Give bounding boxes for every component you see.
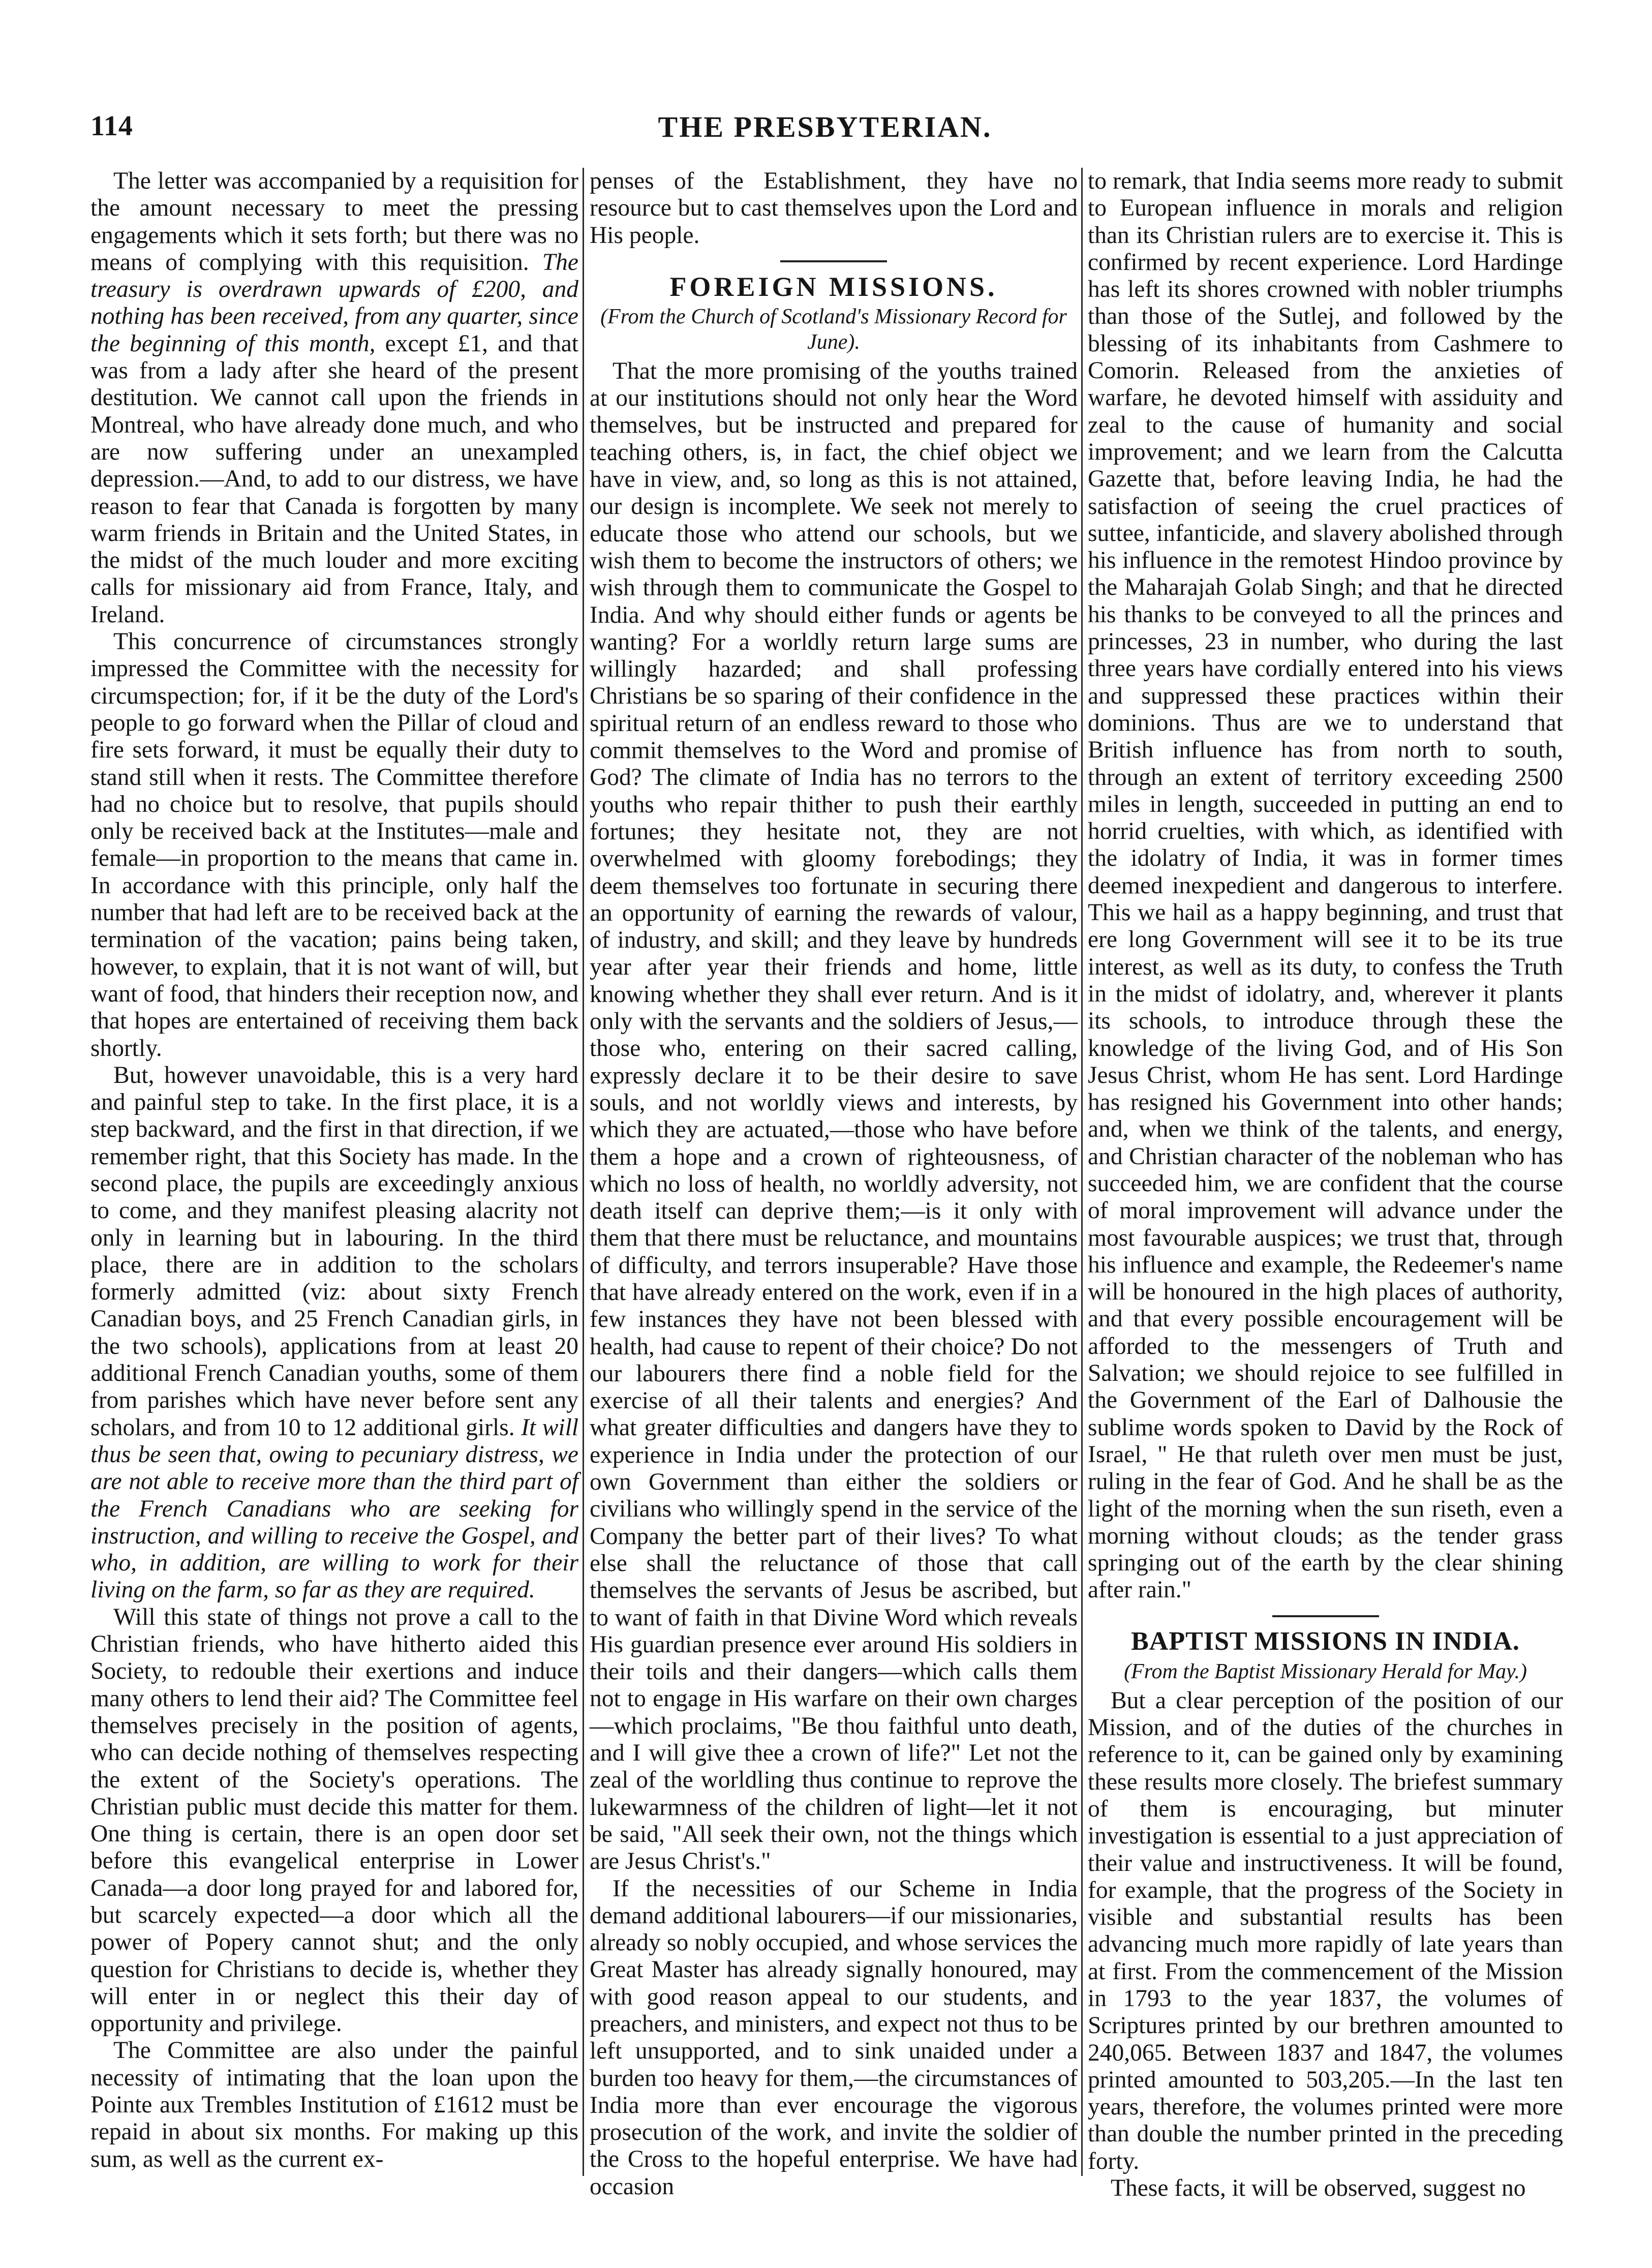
column-2 (590, 168, 1078, 2200)
column-3 (1088, 168, 1563, 2202)
section-source: (From the Church of Scotland's Missionary Record for June). (600, 305, 1067, 354)
section-source: (From the Baptist Missionary Herald for May.) (1124, 1659, 1527, 1683)
italic-run: The treasury is overdrawn upwards of £200, and nothing has been received, from any quarter, since the beginning of this month, (90, 249, 578, 357)
paragraph: But a clear perception of the position of our Mission, and of the duties of the churches in reference to it, can be gained only by examining these results more closely. The briefest summary of them is encouraging, but minuter investigation is essential to a just appreciation of their value and instructiveness. It will be found, for example, that the progress of the Society in visible and substantial results has been advancing much more rapidly of late years than at first. From the commencement of the Mission in 1793 to the year 1837, the volumes of Scriptures printed by our brethren amounted to 240,065. Between 1837 and 1847, the volumes printed amounted to 503,205.—In the last ten years, therefore, the volumes printed were more than double the number printed in the preceding forty. (1088, 1687, 1563, 2174)
paragraph (90, 1062, 578, 1604)
column-rule-right (1081, 168, 1083, 2176)
paragraph (90, 2037, 578, 2172)
page-number: 114 (90, 110, 133, 142)
text-run: This concurrence of circumstances strongly impressed the Committee with the necessity for circumspection; for, if it be the duty of the Lord's people to go forward when the Pillar of cloud and fire sets forward, it must be equally their duty to stand still when it rests. The Committee therefore had no choice but to resolve, that pupils should only be received back at the Institutes—male and female—in proportion to the means that came in. In accordance with this principle, only half the number that had left are to be received back at the termination of the vacation; pains being taken, however, to explain, that it is not want of will, but want of food, that hinders their reception now, and that hopes are entertained of receiving them back shortly. (90, 628, 578, 1062)
text-run: The Committee are also under the painful necessity of intimating that the loan upon the Pointe aux Trembles Institution of £1612 must be repaid in about six months. For making up this sum, as well as the current ex- (90, 2037, 578, 2172)
text-run: Will this state of things not prove a call to the Christian friends, who have hitherto aided this Society, to redouble their exertions and induce many others to lend their aid? The Committee feel themselves precisely in the position of agents, who can decide nothing of themselves respecting the extent of the Society's operations. The Christian public must decide this matter for them. One thing is certain, there is an open door set before this evangelical enterprise in Lower Canada—a door long prayed for and labored for, but scarcely expected—a door which all the power of Popery cannot shut; and the only question for Christians to decide is, whether they will enter in or neglect this their day of opportunity and privilege. (90, 1604, 578, 2037)
continued-paragraph: to remark, that India seems more ready to submit to European influence in morals and religion than its Christian rulers are to exercise it. This is confirmed by recent experience. Lord Hardinge has left its shores crowned with nobler triumphs than those of the Sutlej, and followed by the blessing of its inhabitants from Cashmere to Comorin. Released from the anxieties of warfare, he devoted himself with assiduity and zeal to the cause of humanity and social improvement; and we learn from the Calcutta Gazette that, before leaving India, he had the satisfaction of seeing the cruel practices of suttee, infanticide, and slavery abolished through his influence in the remotest Hindoo province by the Maharajah Golab Singh; and that he directed his thanks to be conveyed to all the princes and princesses, 23 in number, who during the last three years have cordially entered into his views and suppressed these practices within their dominions. Thus are we to understand that British influence has from north to south, through an extent of territory exceeding 2500 miles in length, succeeded in putting an end to horrid cruelties, with which, as identified with the idolatry of India, it was in former times deemed inexpedient and dangerous to interfere. This we hail as a happy beginning, and trust that ere long Government will see it to be its true interest, as well as its duty, to confess the Truth in the midst of idolatry, and, wherever it plants its schools, to introduce through these the knowledge of the living God, and of His Son Jesus Christ, whom He has sent. Lord Hardinge has resigned his Government into other hands; and, when we think of the talents, and energy, and Christian character of the nobleman who has succeeded him, we are confident that the course of moral improvement will advance under the most favourable auspices; we trust that, through his influence and example, the Redeemer's name will be honoured in the high places of authority, and that every possible encouragement will be afforded to the messengers of Truth and Salvation; we should rejoice to see fulfilled in the Government of the Earl of Dalhousie the sublime words spoken to David by the Rock of Israel, " He that ruleth over men must be just, ruling in the fear of God. And he shall be as the light of the morning when the sun riseth, even a morning without clouds; as the tender grass springing out of the earth by the clear shining after rain." (1088, 168, 1563, 1604)
section-divider (1272, 1615, 1379, 1617)
journal-title: THE PRESBYTERIAN. (658, 110, 992, 143)
paragraph (90, 168, 578, 628)
column-rule-left (583, 168, 584, 2176)
section-title-baptist-missions: BAPTIST MISSIONS IN INDIA. (1131, 1626, 1520, 1656)
text-run: except £1, and that was from a lady after she heard of the present destitution. We cannot call upon the friends in Montreal, who have already done much, and who are now suffering under an unexampled depression.—And, to add to our distress, we have reason to fear that Canada is forgotten by many warm friends in Britain and the United States, in the midst of the much louder and more exciting calls for missionary aid from France, Italy, and Ireland. (90, 330, 578, 628)
paragraph (90, 628, 578, 1062)
text-run: The letter was accompanied by a requisition for the amount necessary to meet the pressing engagements which it sets forth; but there was no means of complying with this requisition. (90, 168, 578, 276)
section-title-foreign-missions: FOREIGN MISSIONS. (669, 271, 998, 302)
section-divider (780, 260, 887, 262)
paragraph (90, 1604, 578, 2038)
text-run: But, however unavoidable, this is a very hard and painful step to take. In the first place, it is a step backward, and the first in that direction, if we remember right, that this Society has made. In the second place, the pupils are exceedingly anxious to come, and they manifest pleasing alacrity not only in learning but in labouring. In the third place, there are in addition to the scholars formerly admitted (viz: about sixty French Canadian boys, and 25 French Canadian girls, in the two schools), applications from at least 20 additional French Canadian youths, some of them from parishes which have never before sent any scholars, and from 10 to 12 additional girls. (90, 1062, 578, 1441)
page-header (90, 110, 1559, 150)
paragraph: If the necessities of our Scheme in India demand additional labourers—if our missionaries, already so nobly occupied, and whose services the Great Master has already signally honoured, may with good reason appeal to our students, and preachers, and ministers, and expect not thus to be left unsupported, and to sink unaided under a burden too heavy for them,—the circumstances of India more than ever encourage the vigorous prosecution of the work, and invite the soldier of the Cross to the hopeful enterprise. We have had occasion (590, 1875, 1078, 2200)
continued-paragraph: penses of the Establishment, they have no resource but to cast themselves upon the Lord and His people. (590, 168, 1078, 249)
italic-run: It will thus be seen that, owing to pecuniary distress, we are not able to receive more than the third part of the French Canadians who are seeking for instruction, and willing to receive the Gospel, and who, in addition, are willing to work for their living on the farm, so far as they are required. (90, 1414, 578, 1604)
paragraph: That the more promising of the youths trained at our institutions should not only hear the Word themselves, but be instructed and prepared for teaching others, is, in fact, the chief object we have in view, and, so long as this is not attained, our design is incomplete. We seek not merely to educate those who attend our schools, but we wish them to become the instructors of others; we wish through them to communicate the Gospel to India. And why should either funds or agents be wanting? For a worldly return large sums are willingly hazarded; and shall professing Christians be so sparing of their confidence in the spiritual return of an endless reward to those who commit themselves to the Word and promise of God? The climate of India has no terrors to the youths who repair thither to push their earthly fortunes; they hesitate not, they are not overwhelmed with gloomy forebodings; they deem themselves too fortunate in securing there an opportunity of earning the rewards of valour, of industry, and skill; and they leave by hundreds year after year their friends and home, little knowing whether they shall ever return. And is it only with the servants and the soldiers of Jesus,—those who, entering on their sacred calling, expressly declare it to be their desire to save souls, and not worldly views and interests, by which they are actuated,—those who have before them a hope and a crown of righteousness, of which no loss of health, no worldly adversity, not death itself can deprive them;—is it only with them that there must be reluctance, and mountains of difficulty, and terrors insuperable? Have those that have already entered on the work, even if in a few instances they have not been blessed with health, had cause to repent of their choice? Do not our labourers there find a noble field for the exercise of all their talents and energies? And what greater difficulties and dangers have they to experience in India under the protection of our own Government than either the soldiers or civilians who willingly spend in the service of the Company the better part of their lives? To what else shall the reluctance of those that call themselves the servants of Jesus be ascribed, but to want of faith in that Divine Word which reveals His guardian presence ever around His soldiers in their toils and their dangers—which calls them not to engage in His warfare on their own charges—which proclaims, "Be thou faithful unto death, and I will give thee a crown of life?" Let not the zeal of the worldling thus continue to reprove the lukewarmness of the children of light—let it not be said, "All seek their own, not the things which are Jesus Christ's." (590, 357, 1078, 1875)
paragraph: These facts, it will be observed, suggest no (1111, 2175, 1526, 2202)
column-1 (90, 168, 578, 2176)
